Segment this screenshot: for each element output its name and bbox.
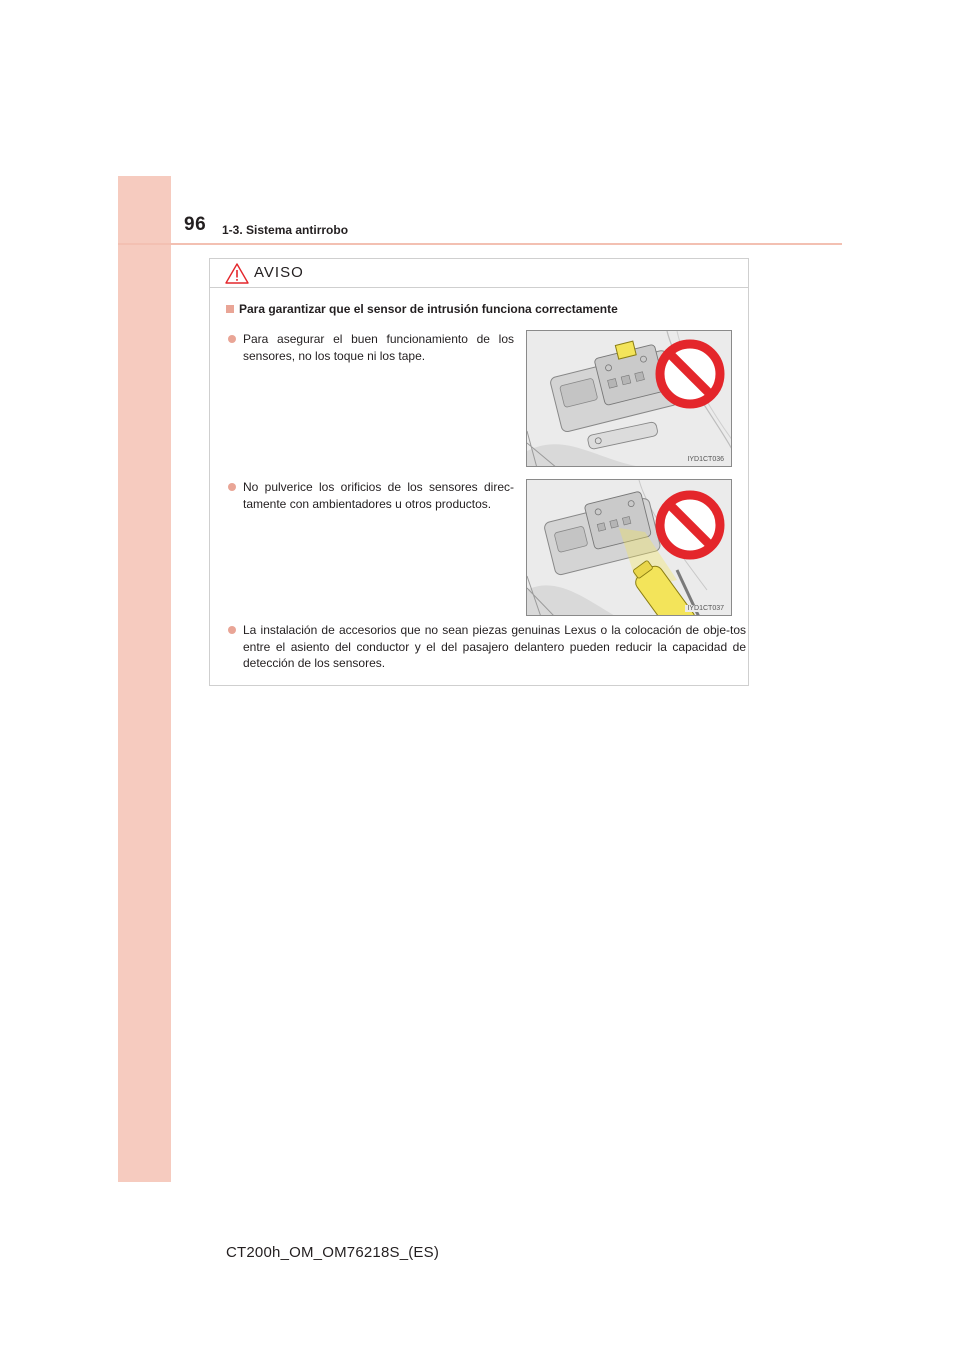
bullet-dot-icon [228, 335, 236, 343]
section-title: 1-3. Sistema antirrobo [222, 223, 349, 237]
bullet-dot-icon [228, 626, 236, 634]
document-code: CT200h_OM_OM76218S_(ES) [226, 1244, 440, 1261]
side-color-band [118, 176, 171, 1182]
figure-sensor-do-not-cover [526, 330, 732, 467]
bullet-text: La instalación de accesorios que no sean piezas genuinas Lexus o la colocación de obje-tos entre el asiento del conductor y el del pasajero delantero pueden reducir la capacidad de detección de los sensores. [243, 623, 746, 670]
warning-box [209, 258, 749, 686]
bullet-text: No pulverice los orificios de los sensores direc-tamente con ambientadores u otros productos. [243, 480, 514, 511]
figure-sensor-do-not-spray [526, 479, 732, 616]
warning-label: AVISO [254, 264, 304, 281]
bullet-item [228, 331, 514, 364]
bullet-item [228, 479, 514, 512]
bullet-dot-icon [228, 483, 236, 491]
header-rule [118, 243, 842, 245]
warning-triangle-icon [225, 263, 249, 284]
page-number: 96 [184, 214, 207, 235]
figure-code: IYD1CT036 [687, 456, 724, 463]
overhead-console-illustration [527, 331, 732, 467]
figure-code: IYD1CT037 [687, 605, 724, 612]
prohibition-icon [660, 344, 720, 404]
prohibition-icon [660, 495, 720, 555]
bullet-item [228, 622, 746, 672]
overhead-console-spray-illustration [527, 480, 732, 616]
warning-subheading: Para garantizar que el sensor de intrusión funciona correctamente [226, 301, 738, 317]
square-bullet-icon [226, 305, 234, 313]
bullet-text: Para asegurar el buen funcionamiento de los sensores, no los toque ni los tape. [243, 332, 514, 363]
warning-header [210, 259, 748, 288]
